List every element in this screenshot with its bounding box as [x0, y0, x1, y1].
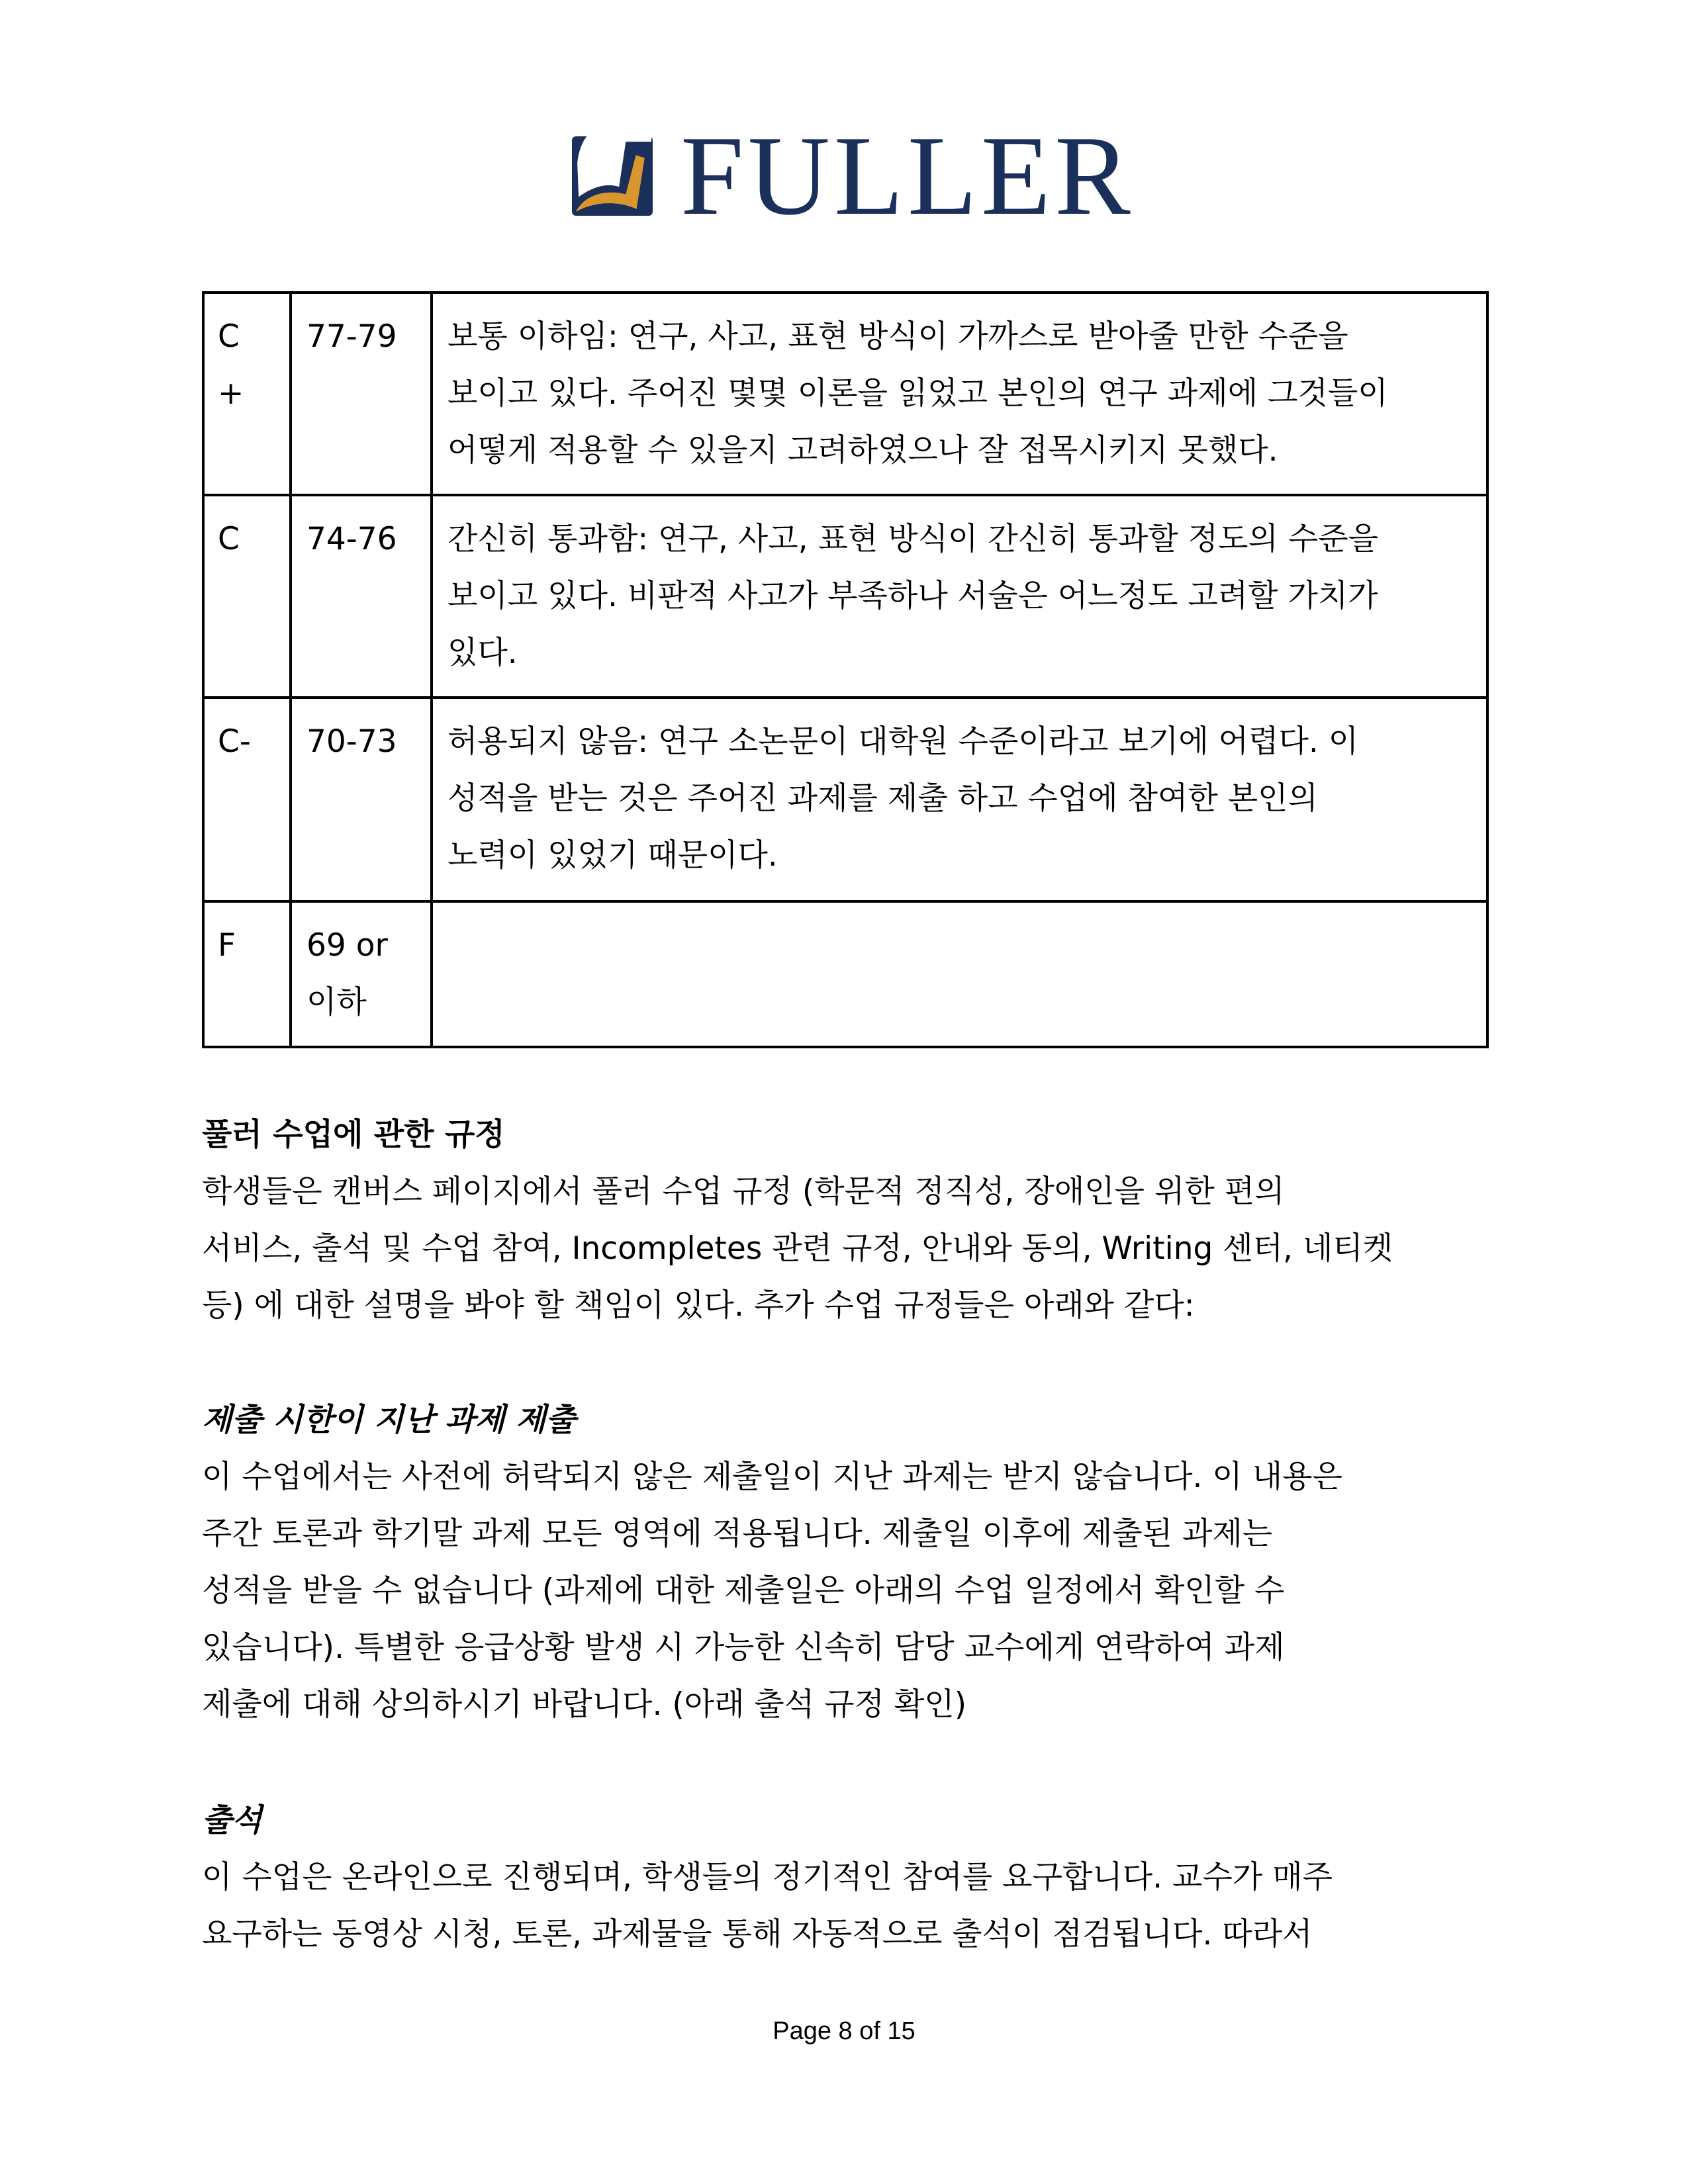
table-row: [203, 495, 1487, 698]
grade-modifier: +: [218, 375, 244, 412]
paragraph-line: 주간 토론과 학기말 과제 모든 영역에 적용됩니다. 제출일 이후에 제출된 과제는: [202, 1516, 1273, 1552]
paragraph-line: 이 수업에서는 사전에 허락되지 않은 제출일이 지난 과제는 받지 않습니다. 이 내용은: [202, 1459, 1342, 1495]
late-submission-section: [202, 1392, 1493, 1733]
grade-cell: [203, 495, 291, 698]
description-line: 성적을 받는 것은 주어진 과제를 제출 하고 수업에 참여한 본인의: [447, 780, 1318, 817]
page-number: Page 8 of 15: [773, 2017, 915, 2045]
description-line: 보이고 있다. 주어진 몇몇 이론을 읽었고 본인의 연구 과제에 그것들이: [447, 375, 1388, 412]
fuller-wordmark: FULLER: [680, 113, 1135, 239]
table-row: [203, 293, 1487, 495]
grade-cell: [203, 698, 291, 901]
section-heading: 풀러 수업에 관한 규정: [202, 1116, 505, 1153]
score-range: 74-76: [306, 521, 397, 557]
paragraph-line: 학생들은 캔버스 페이지에서 풀러 수업 규정 (학문적 정직성, 장애인을 위한 편의: [202, 1173, 1285, 1210]
subsection-heading: 제출 시한이 지난 과제 제출: [202, 1402, 576, 1438]
description-line: 보통 이하임: 연구, 사고, 표현 방식이 가까스로 받아줄 만한 수준을: [447, 318, 1348, 355]
table-row: [203, 698, 1487, 901]
grade-cell: [203, 293, 291, 495]
description-cell: [432, 293, 1487, 495]
description-cell: [432, 901, 1487, 1047]
paragraph-line: 성적을 받을 수 없습니다 (과제에 대한 제출일은 아래의 수업 일정에서 확인할 수: [202, 1572, 1285, 1609]
fuller-logo: [572, 113, 1135, 239]
paragraph-line: 요구하는 동영상 시청, 토론, 과제물을 통해 자동적으로 출석이 점검됩니다. 따라서: [202, 1916, 1313, 1952]
table-row: [203, 901, 1487, 1047]
score-range: 77-79: [306, 318, 397, 355]
description-cell: [432, 698, 1487, 901]
description-line: 어떻게 적용할 수 있을지 고려하였으나 잘 접목시키지 못했다.: [447, 432, 1278, 469]
grade-letter: C: [218, 318, 240, 355]
grade-letter: C-: [218, 723, 251, 760]
attendance-section: [202, 1792, 1493, 1963]
paragraph-line: 이 수업은 온라인으로 진행되며, 학생들의 정기적인 참여를 요구합니다. 교수가 매주: [202, 1859, 1333, 1895]
paragraph-line: 제출에 대해 상의하시기 바랍니다. (아래 출석 규정 확인): [202, 1686, 967, 1723]
range-cell: [291, 293, 432, 495]
description-line: 보이고 있다. 비판적 사고가 부족하나 서술은 어느정도 고려할 가치가: [447, 578, 1378, 614]
description-cell: [432, 495, 1487, 698]
grade-table: [202, 291, 1489, 1048]
grade-letter: C: [218, 521, 240, 557]
paragraph-line: 서비스, 출석 및 수업 참여, Incompletes 관련 규정, 안내와 동의, Writing 센터, 네티켓: [202, 1230, 1393, 1267]
fuller-book-icon: [572, 136, 653, 216]
description-line: 간신히 통과함: 연구, 사고, 표현 방식이 간신히 통과할 정도의 수준을: [447, 521, 1379, 557]
score-range: 69 or: [306, 927, 388, 964]
score-range: 이하: [306, 984, 367, 1021]
description-line: 노력이 있었기 때문이다.: [447, 837, 778, 874]
range-cell: [291, 698, 432, 901]
paragraph-line: 있습니다). 특별한 응급상황 발생 시 가능한 신속히 담당 교수에게 연락하여 과제: [202, 1629, 1285, 1666]
range-cell: [291, 495, 432, 698]
score-range: 70-73: [306, 723, 397, 760]
subsection-heading: 출석: [202, 1802, 262, 1839]
description-line: 허용되지 않음: 연구 소논문이 대학원 수준이라고 보기에 어렵다. 이: [447, 723, 1359, 760]
grade-letter: F: [218, 927, 236, 964]
range-cell: [291, 901, 432, 1047]
course-policies-section: [202, 1107, 1493, 1334]
description-line: 있다.: [447, 635, 518, 671]
grade-cell: [203, 901, 291, 1047]
paragraph-line: 등) 에 대한 설명을 봐야 할 책임이 있다. 추가 수업 규정들은 아래와 같다:: [202, 1287, 1195, 1324]
